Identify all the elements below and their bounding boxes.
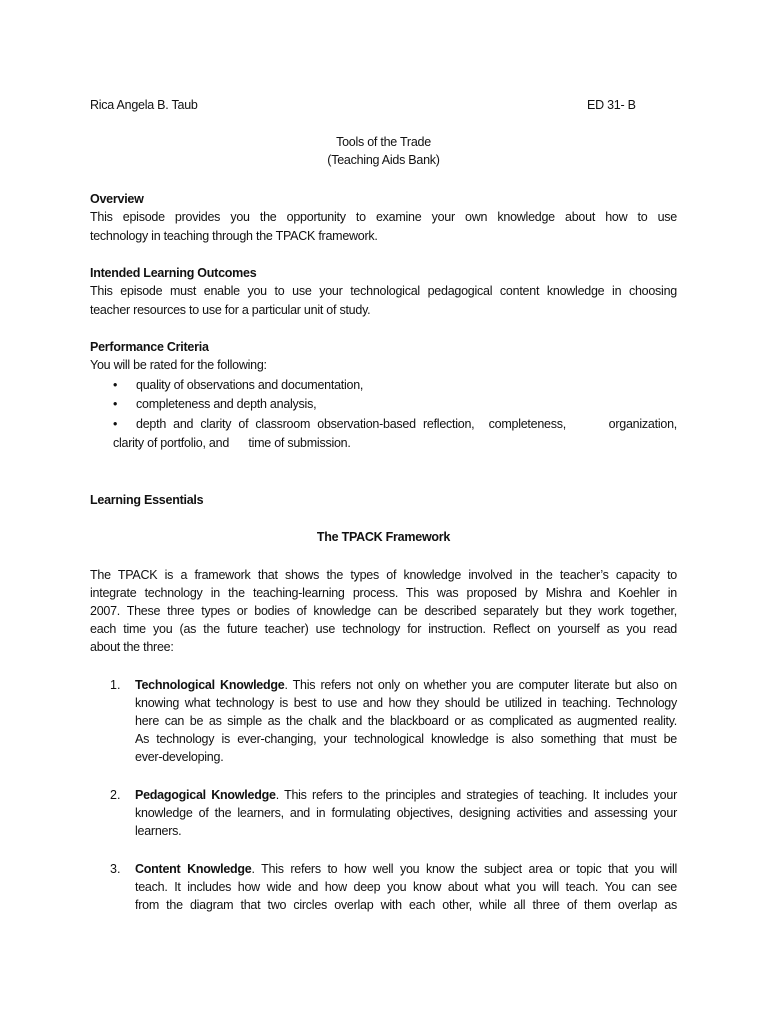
list-number: 3. [110,862,121,876]
list-line: from the diagram that two circles overlap with each other, while all three of them overlap as [135,898,677,912]
list-line: ever-developing. [135,750,224,764]
document-subtitle: (Teaching Aids Bank) [327,153,440,167]
criteria-item: completeness and depth analysis, [136,397,317,411]
paragraph-line: each time you (as the future teacher) use technology for instruction. Reflect on yourself as you read [90,622,677,636]
bullet-icon: • [113,397,118,411]
outcomes-heading: Intended Learning Outcomes [90,266,257,280]
list-line: learners. [135,824,182,838]
essentials-heading: Learning Essentials [90,493,204,507]
paragraph-line: The TPACK is a framework that shows the types of knowledge involved in the teacher’s capacity to [90,568,677,582]
list-number: 2. [110,788,121,802]
overview-heading: Overview [90,192,144,206]
author-name: Rica Angela B. Taub [90,98,198,112]
outcomes-line: teacher resources to use for a particular unit of study. [90,303,371,317]
knowledge-term: Content Knowledge [135,862,252,876]
criteria-item: depth and clarity of classroom observation-based reflection, completeness, organization, [136,417,677,431]
tpack-heading: The TPACK Framework [316,530,451,544]
list-line: . This refers to the principles and strategies of teaching. It includes your [275,788,677,802]
list-line: teach. It includes how wide and how deep you know about what you will teach. You can see [135,880,677,894]
list-item-first-line [135,860,677,879]
list-line: here can be as simple as the chalk and the blackboard or as complicated as augmented reality. [135,714,677,728]
paragraph-line: 2007. These three types or bodies of knowledge can be described separately but they work together, [90,604,677,618]
criteria-intro: You will be rated for the following: [90,358,267,372]
list-item-first-line [135,676,677,695]
knowledge-term: Technological Knowledge [135,678,285,692]
criteria-item: quality of observations and documentation, [136,378,364,392]
list-line: knowing what technology is best to use and how they should be utilized in teaching. Technology [135,696,677,710]
knowledge-term: Pedagogical Knowledge [135,788,276,802]
list-line: . This refers not only on whether you are computer literate but also on [284,678,677,692]
list-item-first-line [135,786,677,805]
overview-line: This episode provides you the opportunity to examine your own knowledge about how to use [90,210,677,224]
criteria-continuation: clarity of portfolio, and time of submission. [113,436,351,450]
list-line: . This refers to how well you know the subject area or topic that you will [251,862,678,876]
outcomes-line: This episode must enable you to use your technological pedagogical content knowledge in choosing [90,284,677,298]
bullet-icon: • [113,378,118,392]
paragraph-line: integrate technology in the teaching-learning process. This was proposed by Mishra and Koehler in [90,586,677,600]
list-number: 1. [110,678,121,692]
bullet-icon: • [113,417,118,431]
overview-line: technology in teaching through the TPACK framework. [90,229,378,243]
list-line: knowledge of the learners, and in formulating objectives, designing activities and assessing your [135,806,677,820]
list-line: As technology is ever-changing, your technological knowledge is also something that must be [135,732,677,746]
criteria-heading: Performance Criteria [90,340,209,354]
document-title: Tools of the Trade [336,135,431,149]
course-code: ED 31- B [587,98,636,112]
paragraph-line: about the three: [90,640,174,654]
